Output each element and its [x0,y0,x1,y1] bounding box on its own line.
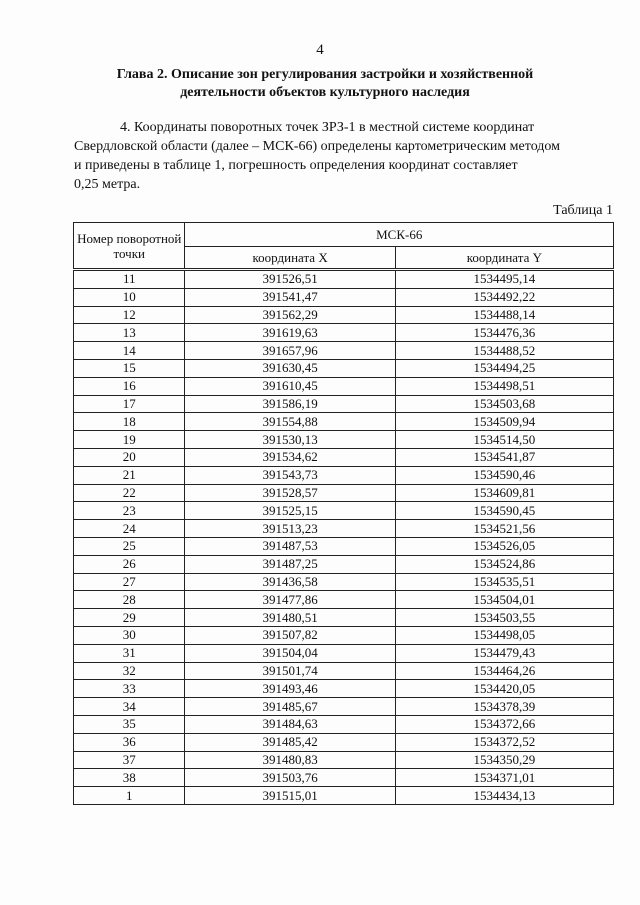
coordinate-y-cell: 1534492,22 [395,288,613,306]
table-row [74,626,614,644]
coordinate-x-cell: 391485,42 [185,733,395,751]
coordinate-y-cell: 1534504,01 [395,591,613,609]
table-row [74,733,614,751]
table-row [74,680,614,698]
table-row [74,359,614,377]
paragraph-line-1: 4. Координаты поворотных точек ЗРЗ-1 в местной системе координат [120,120,535,135]
header-coordinate-y: координата Y [395,247,613,270]
coordinate-x-cell: 391530,13 [185,431,395,449]
coordinate-x-cell: 391480,51 [185,609,395,627]
coordinate-x-cell: 391493,46 [185,680,395,698]
coordinate-y-cell: 1534498,05 [395,626,613,644]
point-number-cell: 35 [74,715,185,733]
table-row [74,413,614,431]
point-number-cell: 13 [74,324,185,342]
coordinate-y-cell: 1534590,45 [395,502,613,520]
coordinate-y-cell: 1534488,14 [395,306,613,324]
coordinate-x-cell: 391487,25 [185,555,395,573]
coordinate-x-cell: 391541,47 [185,288,395,306]
coordinate-x-cell: 391543,73 [185,466,395,484]
coordinate-x-cell: 391610,45 [185,377,395,395]
table-row [74,448,614,466]
coordinate-y-cell: 1534372,66 [395,715,613,733]
coordinate-y-cell: 1534609,81 [395,484,613,502]
table-row [74,395,614,413]
point-number-cell: 20 [74,448,185,466]
coordinate-y-cell: 1534590,46 [395,466,613,484]
coordinate-y-cell: 1534434,13 [395,787,613,805]
point-number-cell: 15 [74,359,185,377]
coordinate-x-cell: 391487,53 [185,537,395,555]
table-row [74,466,614,484]
table-row [74,787,614,805]
table-row [74,270,614,289]
point-number-cell: 24 [74,520,185,538]
table-row [74,377,614,395]
coordinate-y-cell: 1534541,87 [395,448,613,466]
coordinate-y-cell: 1534495,14 [395,270,613,289]
coordinate-y-cell: 1534476,36 [395,324,613,342]
heading-line-2: деятельности объектов культурного наследия [180,85,470,100]
point-number-cell: 16 [74,377,185,395]
coordinate-y-cell: 1534509,94 [395,413,613,431]
coordinate-x-cell: 391503,76 [185,769,395,787]
coordinate-y-cell: 1534464,26 [395,662,613,680]
coordinate-x-cell: 391436,58 [185,573,395,591]
point-number-cell: 21 [74,466,185,484]
paragraph-line-4: 0,25 метра. [74,177,141,192]
point-number-cell: 17 [74,395,185,413]
table-row [74,609,614,627]
table-row [74,698,614,716]
coordinate-x-cell: 391630,45 [185,359,395,377]
table-row [74,662,614,680]
table-row [74,573,614,591]
chapter-heading [90,66,560,102]
coordinate-y-cell: 1534488,52 [395,342,613,360]
table-row [74,715,614,733]
point-number-cell: 29 [74,609,185,627]
header-coordinate-x: координата X [185,247,395,270]
coordinate-x-cell: 391477,86 [185,591,395,609]
point-number-cell: 10 [74,288,185,306]
paragraph-line-2: Свердловской области (далее – МСК-66) определены картометрическим методом [74,139,561,154]
coordinate-y-cell: 1534503,55 [395,609,613,627]
heading-line-1: Глава 2. Описание зон регулирования застройки и хозяйственной [116,67,534,82]
coordinate-y-cell: 1534494,25 [395,359,613,377]
coordinate-y-cell: 1534514,50 [395,431,613,449]
table-row [74,591,614,609]
point-number-cell: 31 [74,644,185,662]
coordinate-x-cell: 391501,74 [185,662,395,680]
point-number-cell: 1 [74,787,185,805]
point-number-cell: 25 [74,537,185,555]
coordinate-y-cell: 1534371,01 [395,769,613,787]
table-row [74,537,614,555]
table-row [74,520,614,538]
table-row [74,555,614,573]
table-row [74,769,614,787]
point-number-cell: 30 [74,626,185,644]
table-caption: Таблица 1 [553,203,613,218]
table-row [74,751,614,769]
coordinate-y-cell: 1534378,39 [395,698,613,716]
description-paragraph [74,118,614,194]
point-number-cell: 33 [74,680,185,698]
coordinate-x-cell: 391504,04 [185,644,395,662]
coordinate-y-cell: 1534479,43 [395,644,613,662]
page-number: 4 [316,42,324,58]
point-number-cell: 19 [74,431,185,449]
coordinate-y-cell: 1534503,68 [395,395,613,413]
point-number-cell: 18 [74,413,185,431]
point-number-cell: 22 [74,484,185,502]
table-row [74,644,614,662]
coordinate-y-cell: 1534524,86 [395,555,613,573]
table-row [74,484,614,502]
point-number-cell: 36 [74,733,185,751]
point-number-cell: 23 [74,502,185,520]
header-point-number: Номер поворотной точки [74,223,185,270]
point-number-cell: 12 [74,306,185,324]
coordinate-y-cell: 1534535,51 [395,573,613,591]
coordinate-x-cell: 391554,88 [185,413,395,431]
table-row [74,306,614,324]
coordinate-x-cell: 391480,83 [185,751,395,769]
header-coordinate-system: МСК-66 [185,223,614,247]
point-number-cell: 28 [74,591,185,609]
coordinate-x-cell: 391534,62 [185,448,395,466]
coordinate-x-cell: 391485,67 [185,698,395,716]
point-number-cell: 38 [74,769,185,787]
point-number-cell: 37 [74,751,185,769]
coordinate-y-cell: 1534521,56 [395,520,613,538]
table-row [74,431,614,449]
coordinate-x-cell: 391657,96 [185,342,395,360]
paragraph-line-3: и приведены в таблице 1, погрешность определения координат составляет [74,158,518,173]
coordinate-x-cell: 391526,51 [185,270,395,289]
table-row [74,502,614,520]
coordinate-y-cell: 1534526,05 [395,537,613,555]
coordinate-x-cell: 391528,57 [185,484,395,502]
coordinate-x-cell: 391562,29 [185,306,395,324]
coordinate-x-cell: 391507,82 [185,626,395,644]
point-number-cell: 32 [74,662,185,680]
coordinate-x-cell: 391586,19 [185,395,395,413]
coordinate-y-cell: 1534350,29 [395,751,613,769]
point-number-cell: 27 [74,573,185,591]
point-number-cell: 34 [74,698,185,716]
point-number-cell: 11 [74,270,185,289]
coordinate-x-cell: 391513,23 [185,520,395,538]
point-number-cell: 14 [74,342,185,360]
coordinate-x-cell: 391619,63 [185,324,395,342]
table-body [74,270,614,805]
table-row [74,342,614,360]
table-row [74,288,614,306]
table-row [74,324,614,342]
coordinate-x-cell: 391515,01 [185,787,395,805]
coordinate-y-cell: 1534420,05 [395,680,613,698]
coordinate-y-cell: 1534372,52 [395,733,613,751]
coordinate-x-cell: 391484,63 [185,715,395,733]
coordinate-y-cell: 1534498,51 [395,377,613,395]
coordinates-table [73,222,614,805]
coordinate-x-cell: 391525,15 [185,502,395,520]
point-number-cell: 26 [74,555,185,573]
